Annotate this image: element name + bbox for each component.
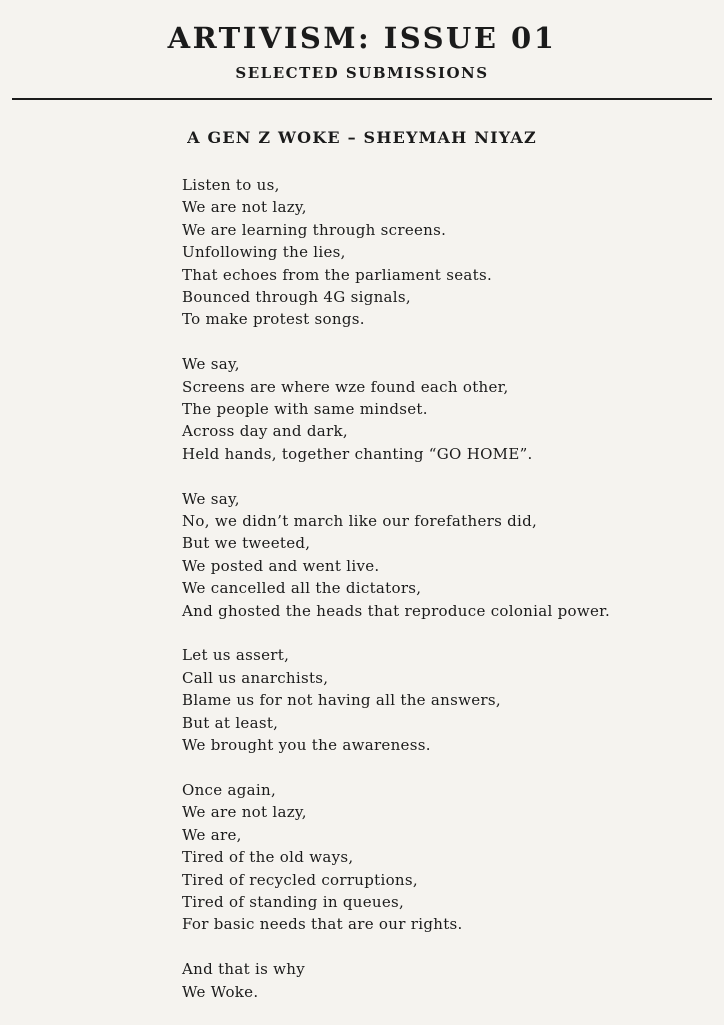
poem-line: Bounced through 4G signals,	[182, 288, 411, 307]
poem-line: We Woke.	[182, 982, 259, 1001]
poem-line: We are not lazy,	[182, 803, 307, 822]
poem-line: Across day and dark,	[182, 422, 348, 441]
poem-line: We brought you the awareness.	[182, 736, 431, 755]
stanza-4	[182, 644, 702, 756]
poem-line: To make protest songs.	[182, 310, 365, 329]
poem-line: We are not lazy,	[182, 198, 307, 217]
poem-line: The people with same mindset.	[182, 400, 428, 419]
poem-line: We are learning through screens.	[182, 220, 447, 239]
poem-line: And that is why	[182, 960, 306, 979]
poem-line: Blame us for not having all the answers,	[182, 691, 501, 710]
poem-line: Call us anarchists,	[182, 668, 329, 687]
stanza-6	[182, 958, 702, 1003]
poem-line: And ghosted the heads that reproduce colonial power.	[182, 601, 611, 620]
poem-line: Screens are where wze found each other,	[182, 377, 509, 396]
poem-line: Once again,	[182, 780, 277, 799]
poem-line: We say,	[182, 355, 240, 374]
poem-line: We are,	[182, 825, 242, 844]
stanza-1	[182, 174, 702, 331]
poem-body	[182, 174, 702, 1025]
poem-line: Tired of recycled corruptions,	[182, 870, 418, 889]
stanza-3	[182, 488, 702, 622]
header-divider	[12, 98, 712, 100]
poem-line: We posted and went live.	[182, 556, 380, 575]
poem-line: Listen to us,	[182, 176, 280, 194]
poem-line: But we tweeted,	[182, 534, 311, 553]
publication-subtitle: SELECTED SUBMISSIONS	[235, 64, 489, 82]
poem-line: Unfollowing the lies,	[182, 243, 346, 262]
poem-heading: A GEN Z WOKE – SHEYMAH NIYAZ	[187, 128, 537, 147]
poem-line: Tired of the old ways,	[182, 848, 354, 867]
poem-line: But at least,	[182, 713, 279, 732]
poem-line: For basic needs that are our rights.	[182, 915, 463, 934]
poem-line: No, we didn’t march like our forefathers did,	[182, 512, 538, 531]
poem-line: Let us assert,	[182, 646, 290, 665]
poem-line: Held hands, together chanting “GO HOME”.	[182, 444, 533, 463]
stanza-2	[182, 353, 702, 465]
poem-line: We cancelled all the dictators,	[182, 579, 422, 598]
poem-line: We say,	[182, 489, 240, 508]
poem-line: That echoes from the parliament seats.	[182, 265, 493, 284]
publication-title: ARTIVISM: ISSUE 01	[167, 21, 557, 55]
poem-line: Tired of standing in queues,	[182, 892, 405, 911]
stanza-5	[182, 779, 702, 936]
